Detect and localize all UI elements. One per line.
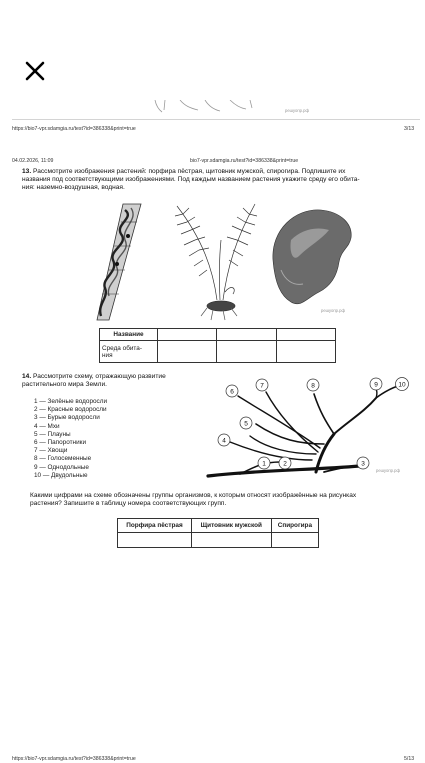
name-cell-3[interactable] [276,329,335,341]
svg-text:4: 4 [222,437,226,445]
habitat-label-line1: Среда обита- [102,344,142,352]
legend-item: 9 — Однодольные [34,463,89,471]
task13-line3: ния: наземно-воздушная, водная. [22,184,125,191]
tree-node-9 [370,378,382,390]
legend-item: 5 — Плауны [34,430,71,438]
spirogyra-image [97,204,141,320]
task14-legend [34,398,107,480]
name-label: Название [100,329,158,341]
habitat-cell-1[interactable] [158,341,217,363]
answer-cell-2[interactable] [191,533,271,548]
prev-watermark: решуопр.рф [285,108,309,113]
habitat-cell-3[interactable] [276,341,335,363]
header-spirogyra: Спирогира [271,519,318,533]
tree-node-10 [396,378,409,391]
habitat-cell-2[interactable] [217,341,276,363]
page-footer-number: 5/13 [404,756,415,762]
svg-text:10: 10 [398,381,406,389]
evolution-tree [200,374,420,484]
evolution-tree-diagram [200,374,420,484]
plant-illustrations [95,200,355,326]
svg-text:2: 2 [283,460,287,468]
task13-line1 [22,168,417,176]
name-cell-2[interactable] [217,329,276,341]
page-date: 04.02.2026, 11:09 [12,158,54,164]
plant-roots-image [150,100,270,114]
plant-images [95,200,355,326]
table-header-row [118,519,319,533]
task13-line1-text: Рассмотрите изображения растений: порфира пёстрая, щитовник мужской, спирогира. Подпишите их [33,168,346,175]
legend-item: 6 — Папоротники [34,439,87,447]
tree-node-8 [307,379,319,391]
svg-text:7: 7 [260,382,264,390]
svg-text:5: 5 [244,420,248,428]
close-button[interactable] [22,58,48,84]
task14-intro-line2: растительного мира Земли. [22,381,108,388]
male-fern-image [175,204,257,320]
task13-line2: названия под соответствующими изображениями. Под каждым названием растения укажите среду его обита- [22,176,360,183]
svg-text:6: 6 [230,388,234,396]
task14-intro-text: Рассмотрите схему, отражающую развитие [33,373,166,380]
header-porphyra: Порфира пёстрая [118,519,192,533]
header-male-fern: Щитовник мужской [191,519,271,533]
table-row-habitat [100,341,336,363]
tree-node-6 [226,385,238,397]
svg-text:8: 8 [311,382,315,390]
task14-question-line1: Какими цифрами на схеме обозначены группы организмов, к которым относят изображённые на рисунках [30,492,357,499]
svg-text:3: 3 [361,460,365,468]
task13-answer-table [99,328,336,363]
table-row-name [100,329,336,341]
tree-node-5 [240,417,252,429]
tree-node-3 [357,457,369,469]
task13-number: 13. [22,168,32,175]
habitat-label-line2: ния [102,351,113,359]
legend-item: 10 — Двудольные [34,471,88,479]
legend-item: 2 — Красные водоросли [34,406,107,414]
page-footer-url[interactable]: https://bio7-vpr.sdamgia.ru/test?id=386338&print=true [12,756,136,762]
habitat-label [100,341,158,363]
task14-number: 14. [22,373,32,380]
task14-question-line2: растения? Запишите в таблицу номера соответствующих групп. [30,500,227,507]
answer-cell-1[interactable] [118,533,192,548]
task14-intro-line1 [22,373,212,381]
task14-intro [22,373,212,389]
tree-node-7 [256,379,268,391]
task13-text [22,168,417,192]
svg-text:9: 9 [374,381,378,389]
answer-cell-3[interactable] [271,533,318,548]
tree-node-4 [218,434,230,446]
legend-item: 3 — Бурые водоросли [34,414,100,422]
prev-page-url[interactable]: https://bio7-vpr.sdamgia.ru/test?id=386338&print=true [12,126,136,132]
porphyra-image [273,210,351,304]
prev-page-number: 3/13 [404,126,415,132]
legend-item: 7 — Хвощи [34,447,68,455]
page-header-url: bio7-vpr.sdamgia.ru/test?id=386338&print=true [190,158,299,164]
legend-item: 4 — Мхи [34,422,60,430]
task14-question [30,492,420,508]
tree-node-1 [258,457,270,469]
task14-answer-table [117,518,319,548]
svg-text:1: 1 [262,460,266,468]
prev-page-fragment [150,100,270,114]
legend-item: 1 — Зелёные водоросли [34,398,108,405]
name-cell-1[interactable] [158,329,217,341]
table-row [118,533,319,548]
legend-item: 8 — Голосеменные [34,455,92,463]
task13-watermark: решуопр.рф [321,308,345,313]
close-icon [22,58,48,84]
page-divider [12,119,420,120]
tree-node-2 [279,457,291,469]
task14-watermark: решуопр.рф [376,468,400,473]
